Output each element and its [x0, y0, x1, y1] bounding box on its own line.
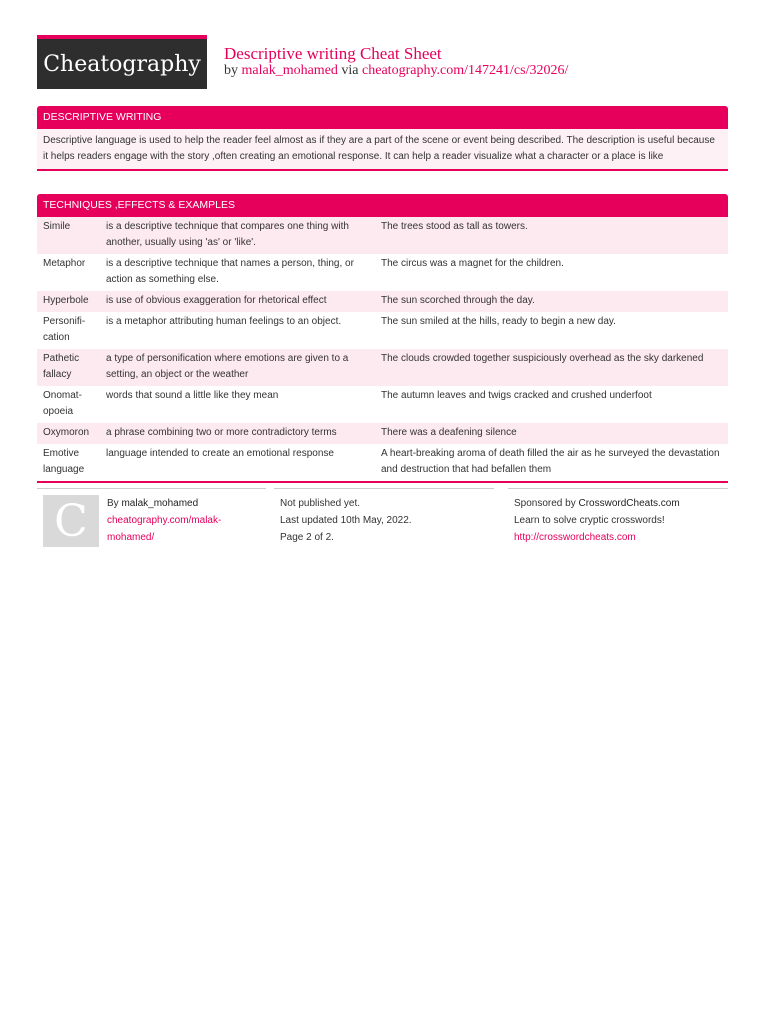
- table-row: [37, 217, 728, 254]
- sponsored-label: Sponsored by: [514, 498, 576, 509]
- author-link[interactable]: malak_mohamed: [241, 63, 338, 78]
- definition-cell: words that sound a little like they mean: [100, 386, 375, 423]
- term-cell: Emotive language: [37, 444, 100, 481]
- definition-cell: is use of obvious exaggeration for rhetorical effect: [100, 291, 375, 312]
- section-title: TECHNIQUES ,EFFECTS & EXAMPLES: [37, 194, 728, 217]
- table-row: [37, 444, 728, 481]
- footer-author-column: [107, 495, 221, 546]
- footer-divider: [274, 488, 494, 489]
- example-cell: The sun scorched through the day.: [375, 291, 728, 312]
- footer-divider: [508, 488, 728, 489]
- section-text: Descriptive language is used to help the reader feel almost as if they are a part of the scene or event being described. The description is useful because it helps readers engage with the story ,often creating an emotional response. It can help a reader visualize what a character or a place is like: [37, 129, 728, 169]
- published-status: Not published yet.: [280, 498, 361, 509]
- page-number: Page 2 of 2.: [280, 532, 334, 543]
- via-label: via: [341, 63, 359, 78]
- term-cell: Personifi-cation: [37, 312, 100, 349]
- example-cell: A heart-breaking aroma of death filled the air as he surveyed the devastation and destruction that had befallen them: [375, 444, 728, 481]
- sponsor-tagline: Learn to solve cryptic crosswords!: [514, 515, 665, 526]
- section-title: DESCRIPTIVE WRITING: [37, 106, 728, 129]
- definition-cell: is a metaphor attributing human feelings to an object.: [100, 312, 375, 349]
- table-row: [37, 386, 728, 423]
- section-descriptive-writing: [37, 106, 728, 171]
- sponsor-name[interactable]: CrosswordCheats.com: [578, 498, 680, 509]
- term-cell: Oxymoron: [37, 423, 100, 444]
- example-cell: The sun smiled at the hills, ready to begin a new day.: [375, 312, 728, 349]
- definition-cell: a phrase combining two or more contradictory terms: [100, 423, 375, 444]
- page-title: Descriptive writing Cheat Sheet: [224, 44, 442, 63]
- footer-divider: [37, 488, 266, 489]
- sheet-url-link[interactable]: cheatography.com/147241/cs/32026/: [362, 63, 569, 78]
- example-cell: The clouds crowded together suspiciously overhead as the sky darkened: [375, 349, 728, 386]
- author-avatar: C: [43, 495, 99, 547]
- footer-author-url-cont[interactable]: mohamed/: [107, 532, 155, 543]
- term-cell: Metaphor: [37, 254, 100, 291]
- table-row: [37, 312, 728, 349]
- footer-sponsor-column: [514, 495, 680, 546]
- byline: [224, 63, 568, 79]
- term-cell: Onomat-opoeia: [37, 386, 100, 423]
- example-cell: The autumn leaves and twigs cracked and crushed underfoot: [375, 386, 728, 423]
- table-row: [37, 254, 728, 291]
- by-label: By: [107, 498, 119, 509]
- definition-cell: is a descriptive technique that names a person, thing, or action as something else.: [100, 254, 375, 291]
- table-row: [37, 423, 728, 444]
- footer-author-name[interactable]: malak_mohamed: [121, 498, 199, 509]
- example-cell: There was a deafening silence: [375, 423, 728, 444]
- techniques-table: [37, 217, 728, 481]
- table-row: [37, 291, 728, 312]
- cheatography-logo[interactable]: Cheatography: [37, 35, 207, 89]
- term-cell: Simile: [37, 217, 100, 254]
- definition-cell: a type of personification where emotions are given to a setting, an object or the weather: [100, 349, 375, 386]
- section-techniques: [37, 194, 728, 483]
- definition-cell: is a descriptive technique that compares one thing with another, usually using 'as' or 'like'.: [100, 217, 375, 254]
- example-cell: The circus was a magnet for the children.: [375, 254, 728, 291]
- definition-cell: language intended to create an emotional response: [100, 444, 375, 481]
- by-label: by: [224, 63, 238, 78]
- last-updated: Last updated 10th May, 2022.: [280, 515, 412, 526]
- term-cell: Pathetic fallacy: [37, 349, 100, 386]
- footer-author-url[interactable]: cheatography.com/malak-: [107, 515, 222, 526]
- term-cell: Hyperbole: [37, 291, 100, 312]
- sponsor-url[interactable]: http://crosswordcheats.com: [514, 532, 636, 543]
- example-cell: The trees stood as tall as towers.: [375, 217, 728, 254]
- table-row: [37, 349, 728, 386]
- footer-meta-column: [280, 495, 412, 546]
